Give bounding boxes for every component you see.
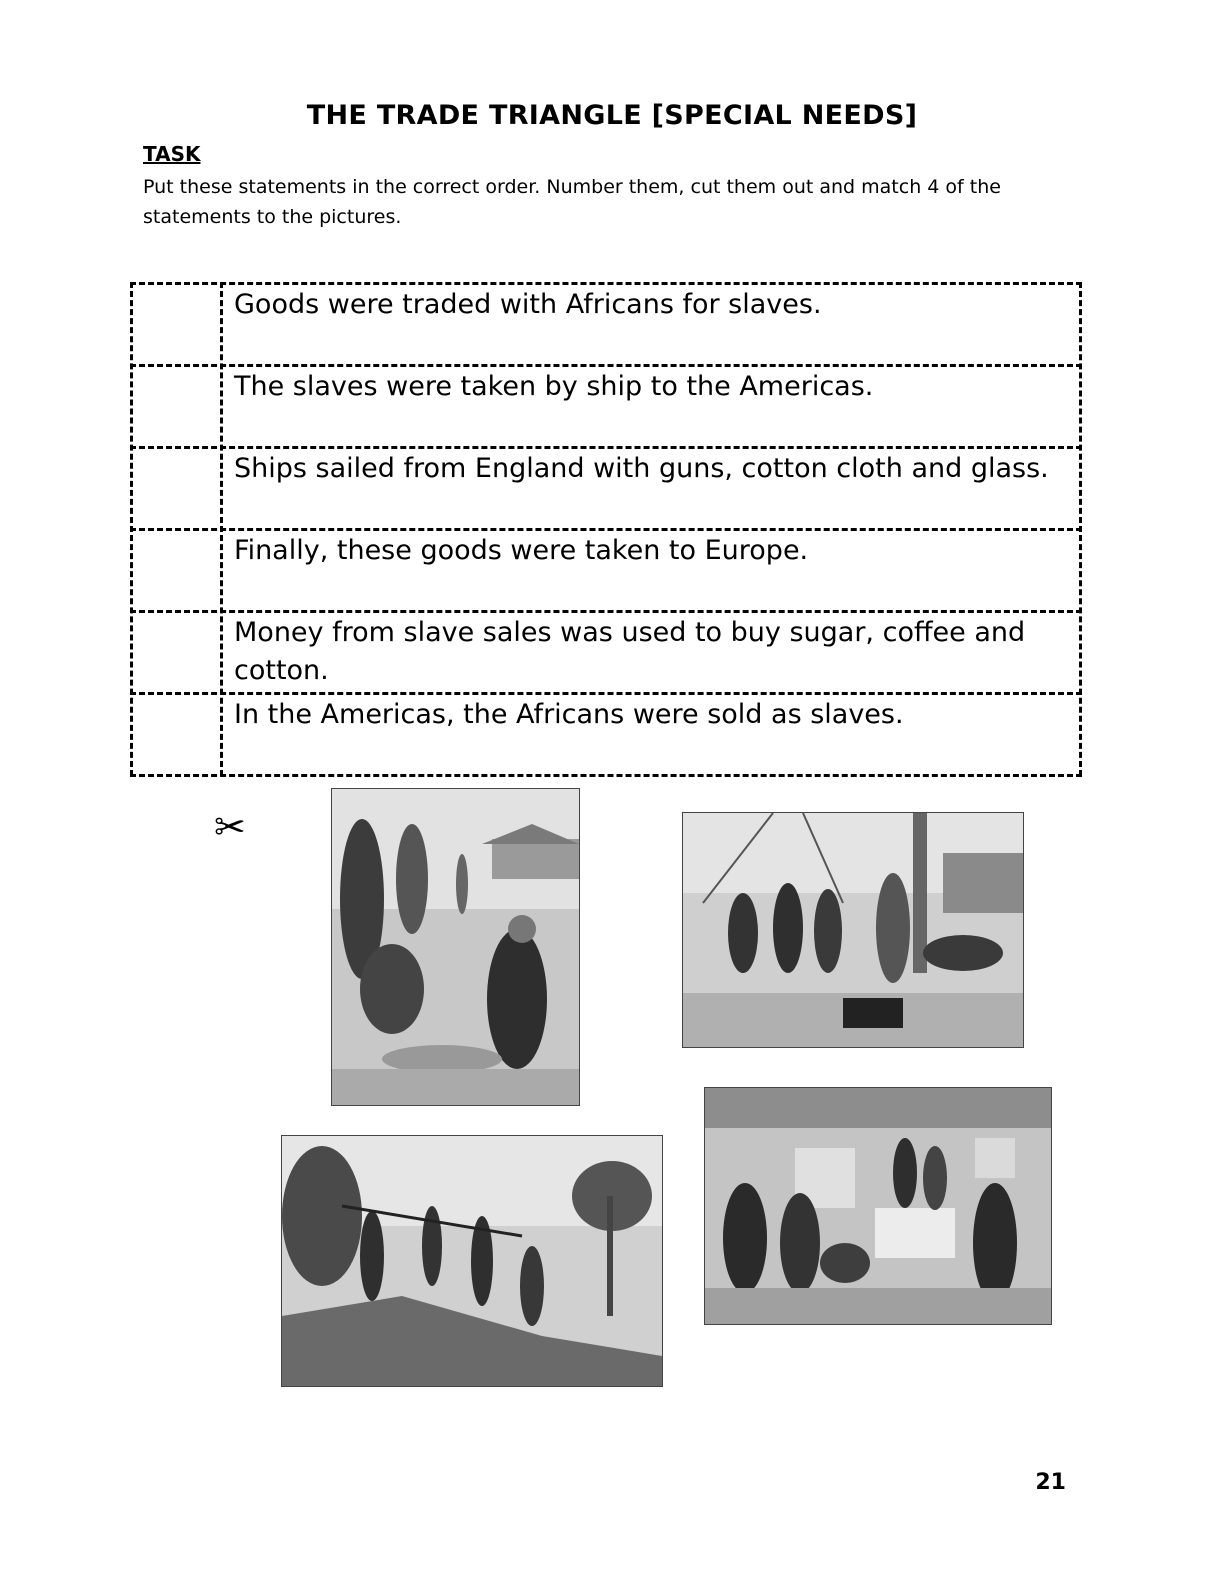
statement-strip-4	[130, 530, 1082, 610]
task-instructions: Put these statements in the correct order. Number them, cut them out and match 4 of the statements to the pictures.	[143, 176, 1001, 228]
cut-line	[130, 446, 1082, 449]
statement-text: The slaves were taken by ship to the Americas.	[234, 371, 874, 402]
statement-text: Money from slave sales was used to buy sugar, coffee and cotton.	[234, 617, 1026, 686]
statement-strip-5	[130, 612, 1082, 692]
number-box	[130, 366, 222, 446]
cut-line	[130, 364, 1082, 367]
cut-line	[130, 774, 1082, 777]
cut-line	[130, 282, 133, 776]
cut-line	[130, 528, 1082, 531]
statement-strip-3	[130, 448, 1082, 528]
cut-line	[130, 692, 1082, 695]
statement-strip-2	[130, 366, 1082, 446]
statement-text: Ships sailed from England with guns, cotton cloth and glass.	[234, 453, 1049, 484]
number-box	[130, 612, 222, 692]
engraving-trading-goods	[331, 788, 580, 1106]
statement-strip-6	[130, 694, 1082, 774]
cut-line	[1079, 282, 1082, 776]
number-box	[130, 694, 222, 774]
scissors-icon: ✂	[214, 805, 246, 849]
number-box	[130, 530, 222, 610]
page-number: 21	[1035, 1470, 1066, 1495]
statement-text: In the Americas, the Africans were sold as slaves.	[234, 699, 904, 730]
engraving-ship-deck	[682, 812, 1024, 1048]
statement-strip-1	[130, 284, 1082, 364]
cut-line	[130, 610, 1082, 613]
statement-text: Goods were traded with Africans for slaves.	[234, 289, 822, 320]
task-heading: TASK	[143, 142, 201, 166]
statement-text: Finally, these goods were taken to Europe.	[234, 535, 809, 566]
number-box	[130, 284, 222, 364]
engraving-captives-march	[281, 1135, 663, 1387]
page-title: THE TRADE TRIANGLE [SPECIAL NEEDS]	[306, 100, 918, 131]
cut-line	[130, 282, 1082, 285]
engraving-slave-auction	[704, 1087, 1052, 1325]
number-box	[130, 448, 222, 528]
cut-line	[220, 282, 223, 776]
